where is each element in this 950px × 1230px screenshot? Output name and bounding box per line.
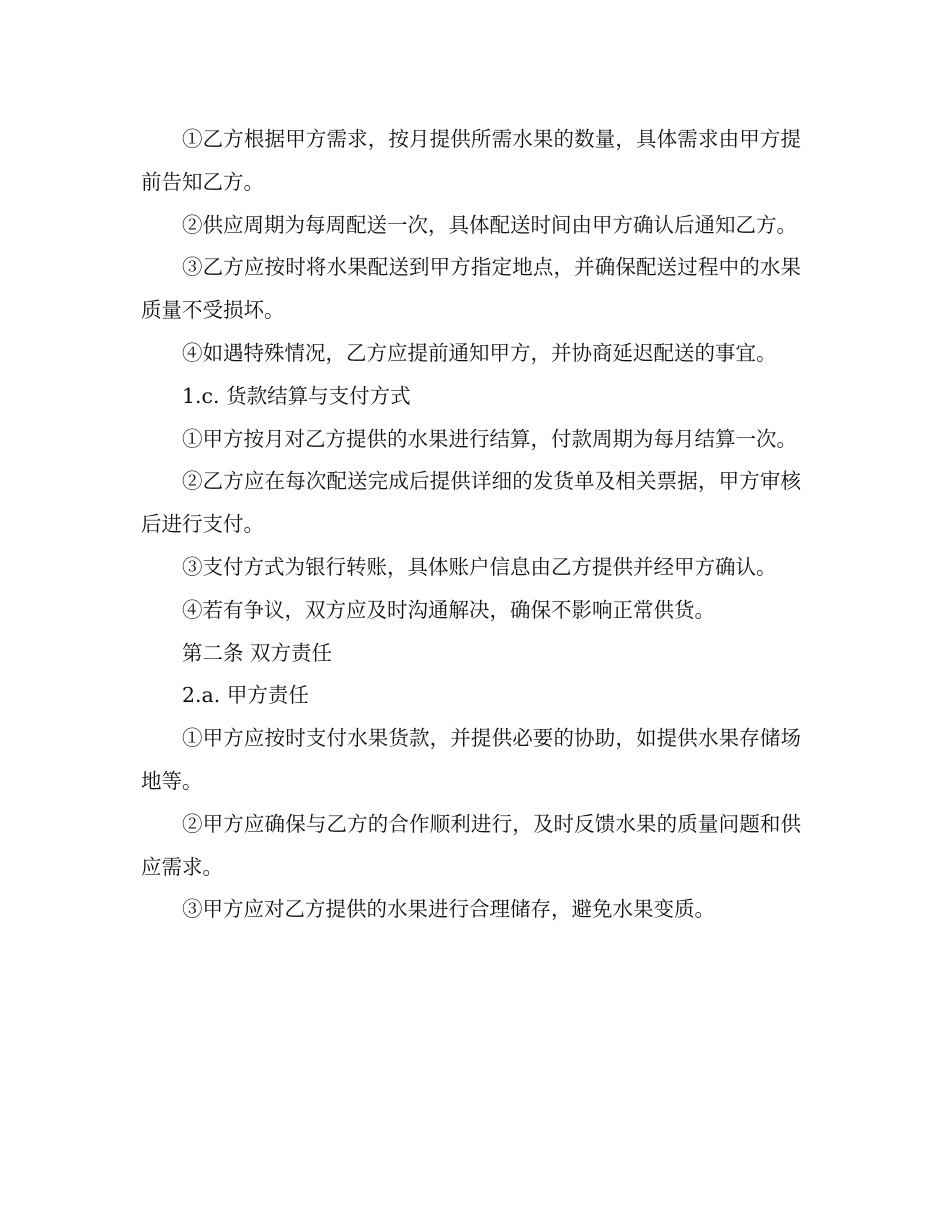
paragraph-delivery-quality: ③乙方应按时将水果配送到甲方指定地点，并确保配送过程中的水果质量不受损坏。 bbox=[141, 255, 801, 323]
paragraph-party-a-cooperation: ②甲方应确保与乙方的合作顺利进行，及时反馈水果的质量问题和供应需求。 bbox=[141, 811, 801, 879]
paragraph-party-a-storage: ③甲方应对乙方提供的水果进行合理储存，避免水果变质。 bbox=[182, 897, 715, 922]
paragraph-supply-demand: ①乙方根据甲方需求，按月提供所需水果的数量，具体需求由甲方提前告知乙方。 bbox=[141, 127, 801, 194]
section-heading-party-a: 2.a. 甲方责任 bbox=[182, 683, 309, 708]
document-body bbox=[141, 118, 801, 931]
paragraph-supply-cycle: ②供应周期为每周配送一次，具体配送时间由甲方确认后通知乙方。 bbox=[182, 212, 797, 237]
paragraph-party-a-payment: ①甲方应按时支付水果货款，并提供必要的协助，如提供水果存储场地等。 bbox=[141, 726, 801, 793]
paragraph-dispute: ④若有争议，双方应及时沟通解决，确保不影响正常供货。 bbox=[182, 597, 715, 622]
paragraph-delay-notice: ④如遇特殊情况，乙方应提前通知甲方，并协商延迟配送的事宜。 bbox=[182, 340, 777, 365]
paragraph-invoice: ②乙方应在每次配送完成后提供详细的发货单及相关票据，甲方审核后进行支付。 bbox=[141, 469, 801, 537]
paragraph-monthly-settlement: ①甲方按月对乙方提供的水果进行结算，付款周期为每月结算一次。 bbox=[182, 426, 797, 451]
article-heading-responsibilities: 第二条 双方责任 bbox=[182, 640, 333, 665]
section-heading-payment: 1.c. 货款结算与支付方式 bbox=[182, 383, 411, 408]
paragraph-bank-transfer: ③支付方式为银行转账，具体账户信息由乙方提供并经甲方确认。 bbox=[182, 554, 777, 579]
